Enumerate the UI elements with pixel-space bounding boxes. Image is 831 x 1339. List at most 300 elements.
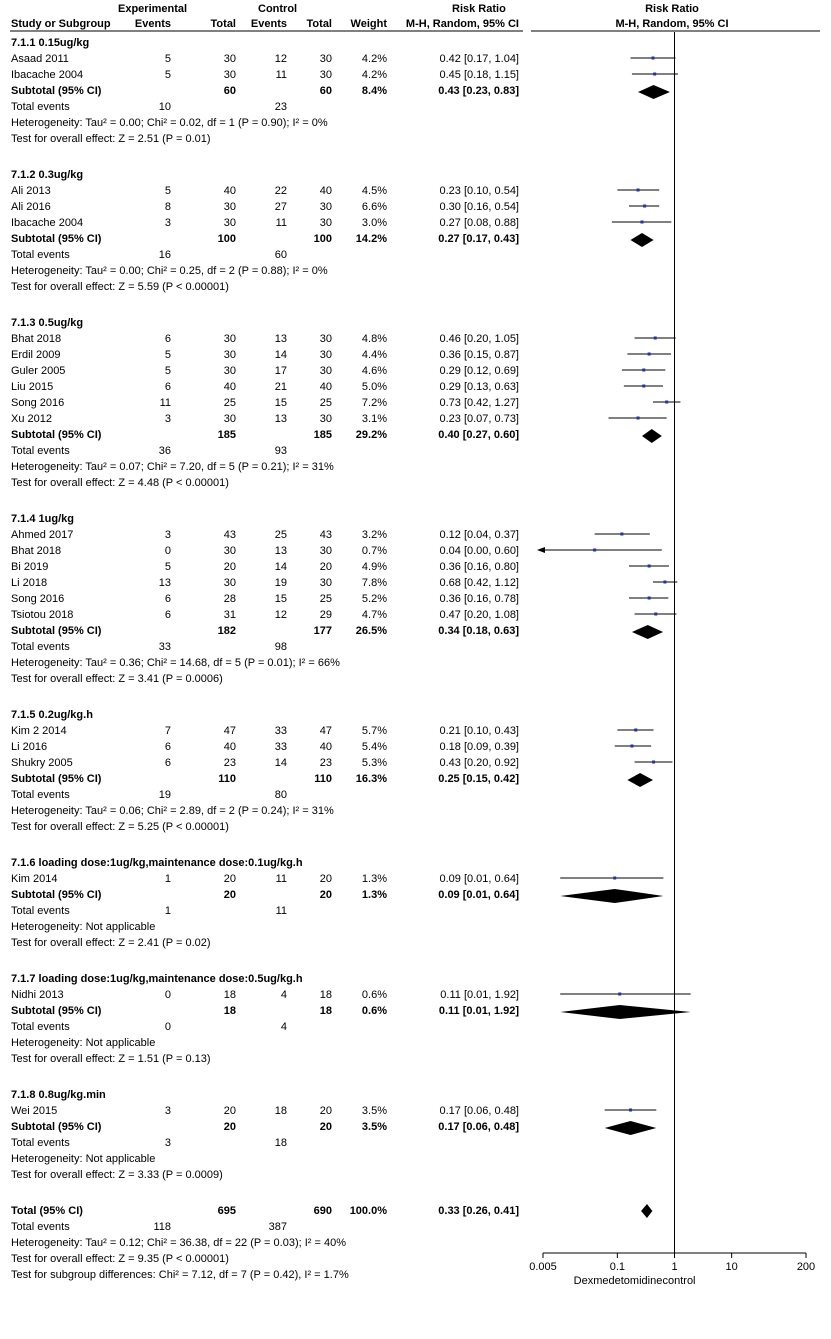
- control-events: 17: [274, 365, 287, 377]
- experimental-events: 7: [164, 725, 171, 737]
- experimental-events: 6: [164, 757, 171, 769]
- overall-effect-text: Test for overall effect: Z = 5.59 (P < 0.00001): [11, 281, 229, 293]
- subtotal-label: Subtotal (95% CI): [11, 1005, 102, 1017]
- study-name: Nidhi 2013: [11, 989, 64, 1001]
- experimental-total: 30: [223, 349, 236, 361]
- grand-total-control: 690: [313, 1205, 332, 1217]
- subtotal-experimental-total: 60: [223, 85, 236, 97]
- total-events-label: Total events: [11, 1137, 70, 1149]
- experimental-events: 3: [164, 217, 171, 229]
- heterogeneity-text: Heterogeneity: Tau² = 0.07; Chi² = 7.20, df = 5 (P = 0.21); I² = 31%: [11, 461, 334, 473]
- subtotal-label: Subtotal (95% CI): [11, 1121, 102, 1133]
- control-total: 25: [319, 593, 332, 605]
- study-ci-text: 0.23 [0.10, 0.54]: [439, 185, 519, 197]
- subtotal-control-total: 185: [313, 429, 332, 441]
- experimental-total: 20: [223, 1105, 236, 1117]
- heterogeneity-text: Heterogeneity: Not applicable: [11, 1037, 156, 1049]
- control-total: 30: [319, 53, 332, 65]
- control-total: 23: [319, 757, 332, 769]
- control-events: 33: [274, 725, 287, 737]
- point-estimate: [618, 993, 621, 996]
- study-ci-text: 0.43 [0.20, 0.92]: [439, 757, 519, 769]
- subgroup-title: 7.1.5 0.2ug/kg.h: [11, 709, 93, 721]
- control-events: 13: [274, 545, 287, 557]
- study-ci-text: 0.09 [0.01, 0.64]: [439, 873, 519, 885]
- point-estimate: [642, 369, 645, 372]
- study-name: Erdil 2009: [11, 349, 61, 361]
- subtotal-ci-text: 0.34 [0.18, 0.63]: [438, 625, 519, 637]
- subtotal-weight: 14.2%: [355, 233, 387, 245]
- study-name: Bi 2019: [11, 561, 49, 573]
- control-total-events: 18: [274, 1137, 287, 1149]
- control-events: 4: [280, 989, 287, 1001]
- subtotal-control-total: 20: [319, 1121, 332, 1133]
- experimental-total: 20: [223, 873, 236, 885]
- subtotal-label: Subtotal (95% CI): [11, 773, 102, 785]
- point-estimate: [648, 565, 651, 568]
- study-weight: 3.1%: [361, 413, 387, 425]
- subtotal-weight: 8.4%: [361, 85, 387, 97]
- overall-effect-text: Test for overall effect: Z = 5.25 (P < 0.00001): [11, 821, 229, 833]
- point-estimate: [663, 581, 666, 584]
- point-estimate: [654, 337, 657, 340]
- subtotal-ci-text: 0.27 [0.17, 0.43]: [438, 233, 519, 245]
- study-weight: 5.0%: [361, 381, 387, 393]
- study-weight: 4.2%: [361, 69, 387, 81]
- experimental-events: 13: [158, 577, 171, 589]
- control-events: 14: [274, 757, 287, 769]
- study-name: Song 2016: [11, 593, 65, 605]
- x-tick-label: 0.1: [609, 1261, 626, 1273]
- experimental-total: 30: [223, 201, 236, 213]
- study-weight: 7.2%: [361, 397, 387, 409]
- control-total-events: 4: [280, 1021, 287, 1033]
- subtotal-diamond: [627, 773, 653, 787]
- study-weight: 4.6%: [361, 365, 387, 377]
- experimental-events: 5: [164, 561, 171, 573]
- subtotal-label: Subtotal (95% CI): [11, 85, 102, 97]
- subgroup-title: 7.1.7 loading dose:1ug/kg,maintenance dose:0.5ug/kg.h: [11, 973, 303, 985]
- x-tick-label: 0.005: [529, 1261, 557, 1273]
- experimental-header: Experimental: [118, 3, 188, 15]
- control-events: 22: [274, 185, 287, 197]
- subtotal-experimental-total: 110: [218, 773, 236, 785]
- experimental-events: 6: [164, 381, 171, 393]
- study-ci-text: 0.36 [0.16, 0.78]: [439, 593, 519, 605]
- control-total: 43: [319, 529, 332, 541]
- experimental-total: 30: [223, 333, 236, 345]
- total-events-label: Total events: [11, 1021, 70, 1033]
- point-estimate: [593, 549, 596, 552]
- study-weight: 3.5%: [361, 1105, 387, 1117]
- study-weight: 5.3%: [361, 757, 387, 769]
- point-estimate: [643, 205, 646, 208]
- experimental-events: 3: [164, 529, 171, 541]
- point-estimate: [641, 221, 644, 224]
- point-estimate: [642, 385, 645, 388]
- subgroup-title: 7.1.6 loading dose:1ug/kg,maintenance dose:0.1ug/kg.h: [11, 857, 303, 869]
- subtotal-diamond: [560, 1005, 690, 1019]
- experimental-total: 30: [223, 53, 236, 65]
- point-estimate: [648, 353, 651, 356]
- study-column-header: Study or Subgroup: [11, 18, 111, 30]
- heterogeneity-text: Heterogeneity: Not applicable: [11, 1153, 156, 1165]
- subtotal-diamond: [632, 625, 663, 639]
- subtotal-control-total: 18: [319, 1005, 332, 1017]
- control-events: 33: [274, 741, 287, 753]
- control-total-events: 93: [274, 445, 287, 457]
- experimental-total: 30: [223, 69, 236, 81]
- study-weight: 4.9%: [361, 561, 387, 573]
- control-events: 18: [274, 1105, 287, 1117]
- study-weight: 5.7%: [361, 725, 387, 737]
- experimental-total-events: 33: [158, 641, 171, 653]
- overall-effect-text: Test for overall effect: Z = 2.41 (P = 0.02): [11, 937, 211, 949]
- subtotal-diamond: [631, 233, 654, 247]
- point-estimate: [648, 597, 651, 600]
- heterogeneity-text: Heterogeneity: Tau² = 0.00; Chi² = 0.02, df = 1 (P = 0.90); I² = 0%: [11, 117, 328, 129]
- control-events: 15: [274, 593, 287, 605]
- point-estimate: [613, 877, 616, 880]
- overall-effect-text: Test for overall effect: Z = 9.35 (P < 0.00001): [11, 1253, 229, 1265]
- control-total-events: 11: [275, 905, 287, 917]
- total-header: Total: [306, 18, 332, 30]
- grand-total-weight: 100.0%: [349, 1205, 387, 1217]
- experimental-total: 23: [223, 757, 236, 769]
- overall-effect-text: Test for overall effect: Z = 4.48 (P < 0.00001): [11, 477, 229, 489]
- experimental-total-events: 118: [153, 1221, 171, 1233]
- control-events: 21: [274, 381, 287, 393]
- subtotal-experimental-total: 20: [223, 1121, 236, 1133]
- study-name: Guler 2005: [11, 365, 66, 377]
- experimental-events: 3: [164, 413, 171, 425]
- experimental-total-events: 3: [164, 1137, 171, 1149]
- study-ci-text: 0.29 [0.13, 0.63]: [439, 381, 519, 393]
- heterogeneity-text: Heterogeneity: Tau² = 0.36; Chi² = 14.68, df = 5 (P = 0.01); I² = 66%: [11, 657, 340, 669]
- experimental-total-events: 16: [158, 249, 171, 261]
- experimental-total: 30: [223, 577, 236, 589]
- experimental-total: 30: [223, 413, 236, 425]
- study-weight: 4.5%: [361, 185, 387, 197]
- subgroup-title: 7.1.2 0.3ug/kg: [11, 169, 84, 181]
- study-ci-text: 0.23 [0.07, 0.73]: [439, 413, 519, 425]
- experimental-total: 30: [223, 545, 236, 557]
- subtotal-control-total: 100: [313, 233, 332, 245]
- study-ci-text: 0.18 [0.09, 0.39]: [439, 741, 519, 753]
- study-weight: 4.7%: [361, 609, 387, 621]
- experimental-total-events: 0: [164, 1021, 171, 1033]
- study-weight: 4.8%: [361, 333, 387, 345]
- control-total: 30: [319, 69, 332, 81]
- subtotal-diamond: [605, 1121, 657, 1135]
- subtotal-diamond: [638, 85, 670, 99]
- subtotal-experimental-total: 100: [217, 233, 236, 245]
- study-name: Shukry 2005: [11, 757, 73, 769]
- subtotal-ci-text: 0.11 [0.01, 1.92]: [438, 1005, 519, 1017]
- events-header: Events: [250, 18, 287, 30]
- study-weight: 6.6%: [361, 201, 387, 213]
- study-ci-text: 0.47 [0.20, 1.08]: [439, 609, 519, 621]
- study-weight: 3.2%: [361, 529, 387, 541]
- control-total-events: 60: [274, 249, 287, 261]
- point-estimate: [634, 729, 637, 732]
- study-weight: 5.2%: [361, 593, 387, 605]
- subtotal-control-total: 20: [319, 889, 332, 901]
- subgroup-title: 7.1.4 1ug/kg: [11, 513, 74, 525]
- study-ci-text: 0.45 [0.18, 1.15]: [439, 69, 519, 81]
- study-ci-text: 0.11 [0.01, 1.92]: [440, 989, 519, 1001]
- control-total-events: 23: [274, 101, 287, 113]
- grand-total-ci-text: 0.33 [0.26, 0.41]: [438, 1205, 519, 1217]
- control-total: 20: [319, 873, 332, 885]
- study-weight: 5.4%: [361, 741, 387, 753]
- experimental-total: 25: [223, 397, 236, 409]
- experimental-events: 5: [164, 185, 171, 197]
- experimental-total: 28: [223, 593, 236, 605]
- subtotal-ci-text: 0.25 [0.15, 0.42]: [438, 773, 519, 785]
- study-weight: 3.0%: [361, 217, 387, 229]
- subtotal-control-total: 60: [319, 85, 332, 97]
- point-estimate: [665, 401, 668, 404]
- experimental-events: 6: [164, 741, 171, 753]
- experimental-total: 40: [223, 185, 236, 197]
- subtotal-ci-text: 0.09 [0.01, 0.64]: [438, 889, 519, 901]
- study-ci-text: 0.27 [0.08, 0.88]: [439, 217, 519, 229]
- experimental-events: 5: [164, 53, 171, 65]
- total-events-label: Total events: [11, 1221, 70, 1233]
- control-total: 18: [319, 989, 332, 1001]
- control-total: 30: [319, 217, 332, 229]
- subgroup-title: 7.1.8 0.8ug/kg.min: [11, 1089, 106, 1101]
- control-events: 13: [274, 333, 287, 345]
- experimental-events: 5: [164, 69, 171, 81]
- study-name: Li 2016: [11, 741, 48, 753]
- study-name: Kim 2 2014: [11, 725, 67, 737]
- study-name: Ahmed 2017: [11, 529, 74, 541]
- study-ci-text: 0.46 [0.20, 1.05]: [439, 333, 519, 345]
- overall-effect-text: Test for overall effect: Z = 3.41 (P = 0.0006): [11, 673, 223, 685]
- subgroup-differences-text: Test for subgroup differences: Chi² = 7.12, df = 7 (P = 0.42), I² = 1.7%: [11, 1269, 349, 1281]
- experimental-events: 5: [164, 365, 171, 377]
- subtotal-weight: 29.2%: [355, 429, 387, 441]
- control-total: 30: [319, 577, 332, 589]
- experimental-total-events: 10: [158, 101, 171, 113]
- overall-effect-text: Test for overall effect: Z = 1.51 (P = 0.13): [11, 1053, 211, 1065]
- control-total: 29: [319, 609, 332, 621]
- subtotal-control-total: 110: [314, 773, 332, 785]
- subtotal-diamond: [560, 889, 663, 903]
- study-ci-text: 0.17 [0.06, 0.48]: [439, 1105, 519, 1117]
- experimental-events: 5: [164, 349, 171, 361]
- experimental-events: 6: [164, 333, 171, 345]
- control-total: 40: [319, 381, 332, 393]
- control-total: 25: [319, 397, 332, 409]
- control-events: 27: [274, 201, 287, 213]
- control-total-events: 387: [268, 1221, 287, 1233]
- experimental-total-events: 19: [158, 789, 171, 801]
- study-weight: 1.3%: [361, 873, 387, 885]
- risk-ratio-header-right: Risk Ratio: [645, 3, 699, 15]
- control-total: 30: [319, 349, 332, 361]
- point-estimate: [620, 533, 623, 536]
- control-total-events: 98: [274, 641, 287, 653]
- heterogeneity-text: Heterogeneity: Not applicable: [11, 921, 156, 933]
- study-ci-text: 0.30 [0.16, 0.54]: [439, 201, 519, 213]
- control-events: 19: [274, 577, 287, 589]
- control-events: 11: [275, 69, 287, 81]
- experimental-total: 40: [223, 741, 236, 753]
- study-name: Bhat 2018: [11, 333, 62, 345]
- study-name: Bhat 2018: [11, 545, 62, 557]
- total-events-label: Total events: [11, 905, 70, 917]
- study-name: Xu 2012: [11, 413, 52, 425]
- overall-effect-text: Test for overall effect: Z = 3.33 (P = 0.0009): [11, 1169, 223, 1181]
- x-tick-label: 10: [725, 1261, 738, 1273]
- subgroup-title: 7.1.1 0.15ug/kg: [11, 37, 90, 49]
- experimental-events: 3: [164, 1105, 171, 1117]
- study-weight: 0.7%: [361, 545, 387, 557]
- experimental-events: 6: [164, 593, 171, 605]
- subtotal-ci-text: 0.17 [0.06, 0.48]: [438, 1121, 519, 1133]
- subgroup-title: 7.1.3 0.5ug/kg: [11, 317, 84, 329]
- subtotal-weight: 3.5%: [361, 1121, 387, 1133]
- risk-ratio-header-left: Risk Ratio: [452, 3, 506, 15]
- point-estimate: [637, 189, 640, 192]
- subtotal-control-total: 177: [313, 625, 332, 637]
- subtotal-weight: 16.3%: [355, 773, 387, 785]
- overall-effect-text: Test for overall effect: Z = 2.51 (P = 0.01): [11, 133, 211, 145]
- x-tick-label: 200: [796, 1261, 816, 1273]
- study-name: Li 2018: [11, 577, 48, 589]
- control-total: 30: [319, 201, 332, 213]
- control-events: 14: [274, 349, 287, 361]
- control-total: 30: [319, 413, 332, 425]
- subtotal-label: Subtotal (95% CI): [11, 625, 102, 637]
- subtotal-weight: 1.3%: [361, 889, 387, 901]
- experimental-events: 0: [164, 545, 171, 557]
- ci-arrow: [537, 547, 545, 553]
- subtotal-experimental-total: 18: [223, 1005, 236, 1017]
- total-header: Total: [210, 18, 236, 30]
- study-ci-text: 0.12 [0.04, 0.37]: [439, 529, 519, 541]
- subtotal-label: Subtotal (95% CI): [11, 889, 102, 901]
- heterogeneity-text: Heterogeneity: Tau² = 0.06; Chi² = 2.89, df = 2 (P = 0.24); I² = 31%: [11, 805, 334, 817]
- subtotal-experimental-total: 185: [217, 429, 236, 441]
- heterogeneity-text: Heterogeneity: Tau² = 0.12; Chi² = 36.38, df = 22 (P = 0.03); I² = 40%: [11, 1237, 346, 1249]
- experimental-events: 0: [164, 989, 171, 1001]
- control-events: 14: [274, 561, 287, 573]
- total-events-label: Total events: [11, 641, 70, 653]
- study-name: Asaad 2011: [11, 53, 69, 65]
- study-name: Ali 2013: [11, 185, 51, 197]
- method-header-right: M-H, Random, 95% CI: [615, 18, 729, 30]
- study-ci-text: 0.42 [0.17, 1.04]: [439, 53, 519, 65]
- control-total: 30: [319, 333, 332, 345]
- control-total: 40: [319, 185, 332, 197]
- control-total: 30: [319, 545, 332, 557]
- point-estimate: [654, 613, 657, 616]
- favours-left-label: Dexmedetomidine: [573, 1275, 663, 1287]
- control-events: 15: [274, 397, 287, 409]
- experimental-events: 6: [164, 609, 171, 621]
- control-total: 47: [319, 725, 332, 737]
- control-events: 12: [274, 53, 287, 65]
- control-events: 12: [274, 609, 287, 621]
- total-events-label: Total events: [11, 249, 70, 261]
- subtotal-weight: 26.5%: [355, 625, 387, 637]
- study-name: Ali 2016: [11, 201, 51, 213]
- control-events: 11: [275, 217, 287, 229]
- total-events-label: Total events: [11, 101, 70, 113]
- point-estimate: [652, 761, 655, 764]
- subtotal-experimental-total: 20: [223, 889, 236, 901]
- experimental-events: 11: [159, 397, 171, 409]
- experimental-total: 18: [223, 989, 236, 1001]
- study-name: Ibacache 2004: [11, 69, 84, 81]
- study-weight: 7.8%: [361, 577, 387, 589]
- control-events: 13: [274, 413, 287, 425]
- grand-total-experimental: 695: [217, 1205, 236, 1217]
- point-estimate: [637, 417, 640, 420]
- experimental-total: 20: [223, 561, 236, 573]
- subtotal-ci-text: 0.43 [0.23, 0.83]: [438, 85, 519, 97]
- heterogeneity-text: Heterogeneity: Tau² = 0.00; Chi² = 0.25, df = 2 (P = 0.88); I² = 0%: [11, 265, 328, 277]
- subtotal-diamond: [642, 429, 662, 443]
- experimental-total: 40: [223, 381, 236, 393]
- point-estimate: [651, 57, 654, 60]
- study-name: Wei 2015: [11, 1105, 58, 1117]
- study-ci-text: 0.21 [0.10, 0.43]: [439, 725, 519, 737]
- control-events: 25: [274, 529, 287, 541]
- study-name: Kim 2014: [11, 873, 58, 885]
- favours-right-label: control: [662, 1275, 696, 1287]
- experimental-total: 30: [223, 365, 236, 377]
- point-estimate: [629, 1109, 632, 1112]
- experimental-total-events: 1: [164, 905, 171, 917]
- total-events-label: Total events: [11, 445, 70, 457]
- study-ci-text: 0.68 [0.42, 1.12]: [439, 577, 519, 589]
- study-ci-text: 0.04 [0.00, 0.60]: [439, 545, 519, 557]
- subtotal-label: Subtotal (95% CI): [11, 233, 102, 245]
- grand-total-diamond: [641, 1204, 652, 1218]
- study-ci-text: 0.36 [0.16, 0.80]: [439, 561, 519, 573]
- subtotal-experimental-total: 182: [217, 625, 236, 637]
- subtotal-label: Subtotal (95% CI): [11, 429, 102, 441]
- study-name: Ibacache 2004: [11, 217, 84, 229]
- study-ci-text: 0.29 [0.12, 0.69]: [439, 365, 519, 377]
- x-tick-label: 1: [671, 1261, 678, 1273]
- control-total: 20: [319, 561, 332, 573]
- study-name: Song 2016: [11, 397, 65, 409]
- experimental-total: 30: [223, 217, 236, 229]
- study-weight: 4.4%: [361, 349, 387, 361]
- subtotal-ci-text: 0.40 [0.27, 0.60]: [438, 429, 519, 441]
- weight-header: Weight: [350, 18, 387, 30]
- study-weight: 0.6%: [361, 989, 387, 1001]
- point-estimate: [653, 73, 656, 76]
- experimental-total: 43: [223, 529, 236, 541]
- study-name: Tsiotou 2018: [11, 609, 74, 621]
- control-events: 11: [275, 873, 287, 885]
- control-total: 30: [319, 365, 332, 377]
- experimental-total: 47: [223, 725, 236, 737]
- total-events-label: Total events: [11, 789, 70, 801]
- grand-total-label: Total (95% CI): [11, 1205, 83, 1217]
- experimental-events: 8: [164, 201, 171, 213]
- events-header: Events: [134, 18, 171, 30]
- study-ci-text: 0.73 [0.42, 1.27]: [439, 397, 519, 409]
- control-total-events: 80: [274, 789, 287, 801]
